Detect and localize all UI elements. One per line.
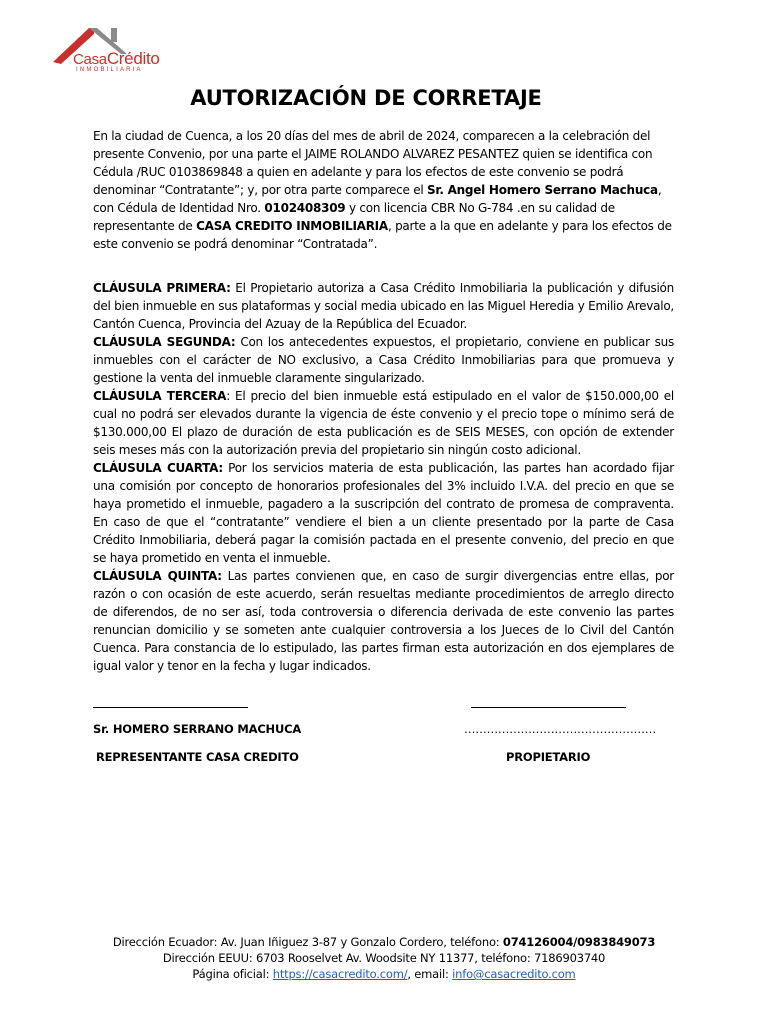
right-signer-role: PROPIETARIO: [506, 750, 591, 764]
logo-tagline: INMOBILIARIA: [76, 67, 143, 73]
intro-text-1: En la ciudad de Cuenca, a los 20 días del mes de abril de 2024, comparecen a la celebración del presente Convenio, por una parte el JAIME ROLANDO ALVAREZ PESANTEZ quien se identifica con Cédula /RUC 0103869848 a quien en adelante y para los efectos de este convenio se podrá denominar “Contratante”; y, por otra parte comparece el: [93, 129, 653, 197]
intro-text-4: , parte a la que en adelante y para los efectos de este convenio se podrá denominar “Contratada”.: [93, 219, 672, 251]
left-signer-name: Sr. HOMERO SERRANO MACHUCA: [93, 722, 302, 736]
clause-label: CLÁUSULA SEGUNDA:: [93, 335, 236, 349]
clause-label: CLÁUSULA TERCERA: [93, 389, 227, 403]
intro-text-3: y con licencia CBR No G-784 .en su calidad de representante de: [93, 201, 615, 233]
clause-text: Las partes convienen que, en caso de surgir divergencias entre ellas, por razón o con ocasión de este acuerdo, serán resueltas mediante procedimientos de arreglo directo de diferendos, de no ser así, toda controversia o diferencia derivada de este convenio las partes renuncian domicilio y se someten ante cualquier controversia a los Jueces de lo Civil del Cantón Cuenca. Para constancia de lo estipulado, las partes firman esta autorización en dos ejemplares de igual valor y tenor en la fecha y lugar indicados.: [93, 569, 674, 673]
clause-text: : El precio del bien inmueble está estipulado en el valor de $150.000,00 el cual no podrá ser elevados durante la vigencia de éste convenio y el precio tope o mínimo será de $130.000,00 El plazo de duración de esta publicación es de SEIS MESES, con opción de extender seis meses más con la autorización previa del propietario sin ningún costo adicional.: [93, 389, 674, 457]
company-name: CASA CREDITO INMOBILIARIA: [196, 219, 388, 233]
clause-text: Por los servicios materia de esta publicación, las partes han acordado fijar una comisión por concepto de honorarios profesionales del 3% incluido I.V.A. del precio en que se haya prometido el inmueble, pagadero a la suscripción del contrato de promesa de compraventa. En caso de que el “contratante” vendiere el bien a un cliente presentado por la parte de Casa Crédito Inmobiliaria, deberá pagar la comisión pactada en el presente convenio, del precio en que se haya prometido en venta el inmueble.: [93, 461, 674, 565]
document-title: AUTORIZACIÓN DE CORRETAJE: [190, 86, 542, 110]
logo-wordmark: [73, 49, 160, 69]
clause-tercera: [93, 387, 674, 459]
intro-paragraph: [93, 127, 674, 253]
clause-text: Con los antecedentes expuestos, el propietario, conviene en publicar sus inmuebles con el carácter de NO exclusivo, a Casa Crédito Inmobiliarias para que promueva y gestione la venta del inmueble claramente singularizado.: [93, 335, 675, 385]
clause-quinta: [93, 567, 674, 675]
casa-credito-logo: [51, 22, 160, 77]
clause-primera: [93, 279, 674, 333]
clause-label: CLÁUSULA QUINTA:: [93, 569, 222, 583]
footer-usa-address: Dirección EEUU: 6703 Rooselvet Av. Woodsite NY 11377, teléfono: 7186903740: [162, 951, 606, 965]
clause-label: CLÁUSULA PRIMERA:: [93, 281, 231, 295]
left-signer-role: REPRESENTANTE CASA CREDITO: [96, 750, 299, 764]
logo-casa: Casa: [73, 51, 107, 68]
footer-ecuador-address: [0, 934, 768, 950]
ecuador-phone: 074126004/0983849073: [502, 935, 656, 949]
clauses-section: [93, 279, 674, 675]
clause-label: CLÁUSULA CUARTA:: [93, 461, 223, 475]
left-signature-line: [93, 707, 248, 708]
ecuador-address-text: Dirección Ecuador: Av. Juan Iñiguez 3-87 y Gonzalo Cordero, teléfono:: [112, 935, 503, 949]
website-link[interactable]: https://casacredito.com/: [272, 967, 408, 981]
representative-id: 0102408309: [264, 201, 346, 215]
email-link[interactable]: info@casacredito.com: [452, 967, 576, 981]
footer: [0, 934, 768, 982]
right-signer-name: ……………………………………………: [464, 722, 657, 736]
clause-text: El Propietario autoriza a Casa Crédito Inmobiliaria la publicación y difusión del bien inmueble en sus plataformas y social media ubicado en las Miguel Heredia y Emilio Arevalo, Cantón Cuenca, Provincia del Azuay de la República del Ecuador.: [93, 281, 674, 331]
logo-credito: Crédito: [106, 49, 160, 68]
representative-name: Sr. Angel Homero Serrano Machuca: [426, 183, 658, 197]
website-label: Página oficial:: [192, 967, 273, 981]
clause-cuarta: [93, 459, 674, 567]
intro-text-2: , con Cédula de Identidad Nro.: [93, 183, 662, 215]
clause-segunda: [93, 333, 674, 387]
email-label: , email:: [407, 967, 453, 981]
footer-contact: [0, 966, 768, 982]
right-signature-line: [471, 707, 626, 708]
